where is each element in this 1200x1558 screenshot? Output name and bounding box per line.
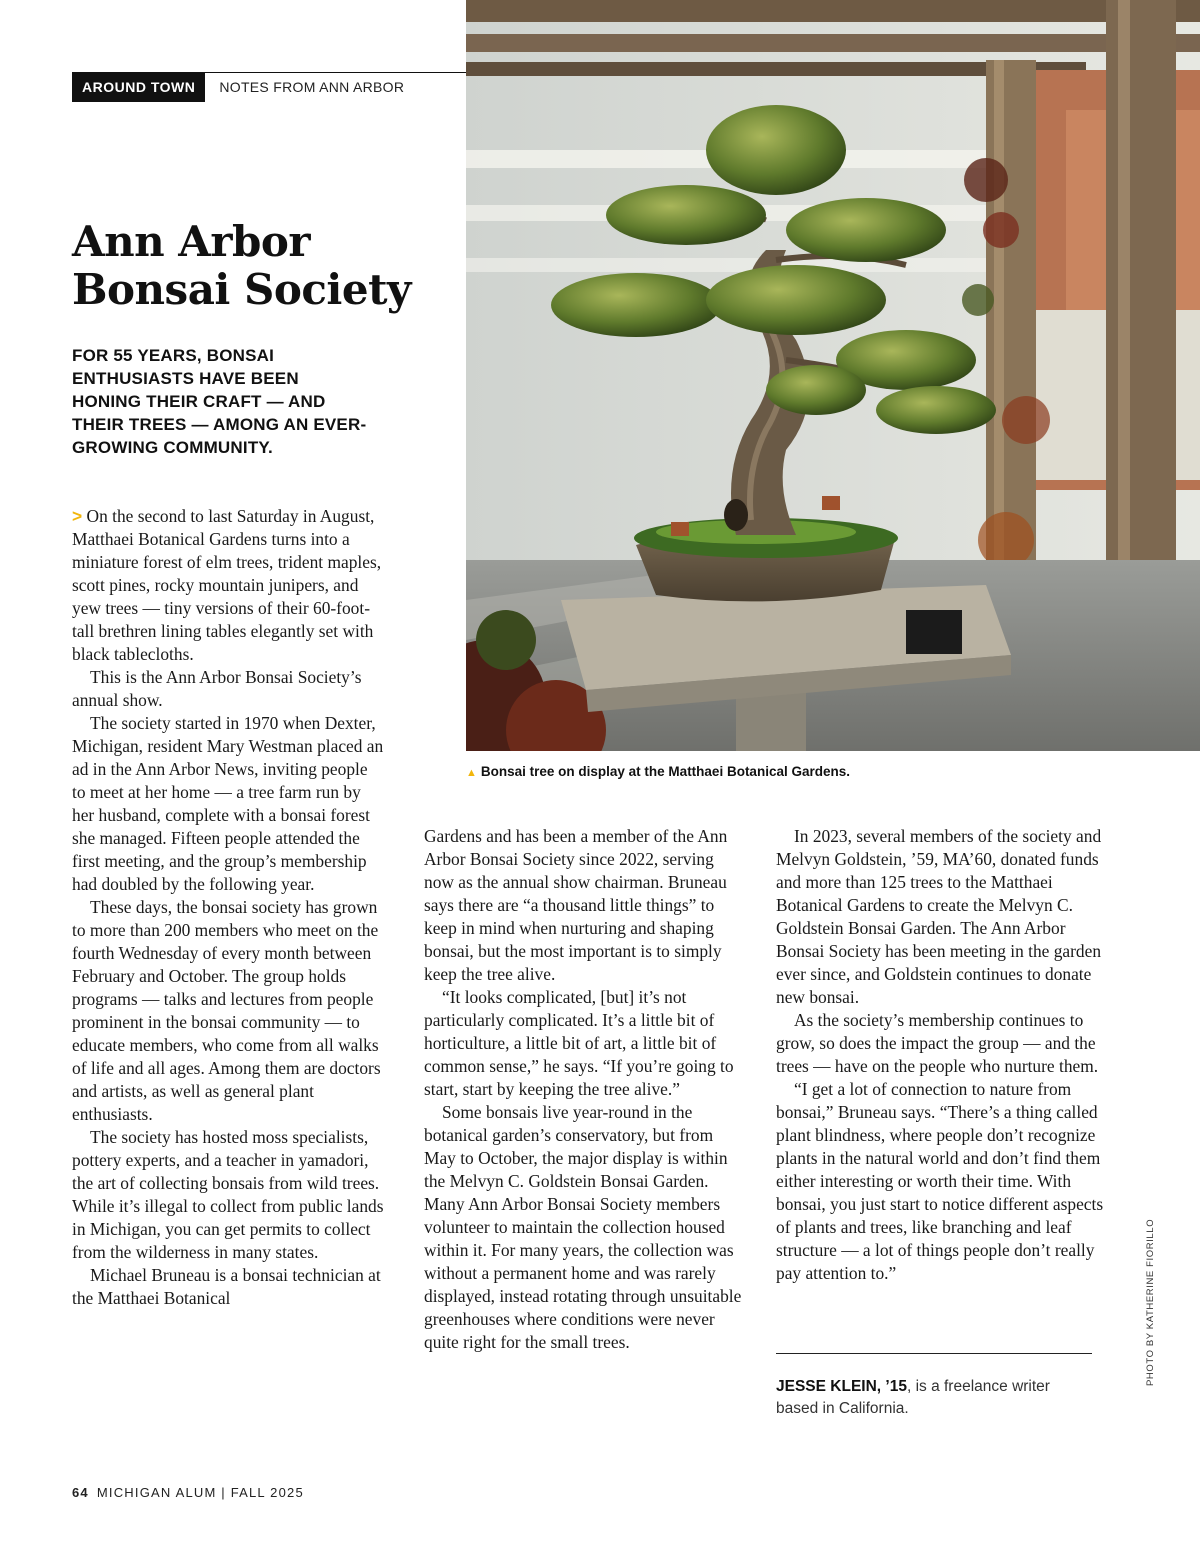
paragraph (72, 505, 384, 666)
caption-triangle-icon: ▲ (466, 767, 477, 779)
caption-text: Bonsai tree on display at the Matthaei Botanical Gardens. (480, 764, 850, 779)
paragraph: Michael Bruneau is a bonsai technician at the Matthaei Botanical (72, 1265, 381, 1308)
bonsai-photo (466, 0, 1200, 751)
section-tag (72, 72, 404, 102)
paragraph: “I get a lot of connection to nature from bonsai,” Bruneau says. “There’s a thing called plant blindness, where people don’t recognize plants in the natural world and don’t find them either interesting or worth their time. With bonsai, you just start to notice different aspects of plants and trees, like branching and leaf structure — a lot of things people don’t really pay attention to.” (776, 1079, 1104, 1283)
page-number: 64 (72, 1485, 89, 1500)
publication-name: MICHIGAN ALUM | FALL 2025 (96, 1485, 304, 1500)
bio-rule (776, 1353, 1092, 1354)
article-dek: FOR 55 YEARS, BONSAI ENTHUSIASTS HAVE BEEN HONING THEIR CRAFT — AND THEIR TREES — AMONG AN EVER-GROWING COMMUNITY. (72, 346, 367, 457)
author-bio (776, 1376, 1092, 1420)
photo-caption (466, 764, 850, 779)
article-title (72, 218, 452, 314)
subsection-label: NOTES FROM ANN ARBOR (219, 79, 405, 95)
paragraph: This is the Ann Arbor Bonsai Society’s annual show. (72, 667, 362, 710)
lead-marker: > (72, 506, 83, 526)
author-name: JESSE KLEIN, ’15 (776, 1378, 907, 1395)
paragraph: The society has hosted moss specialists, pottery experts, and a teacher in yamadori, the art of collecting bonsais from wild trees. While it’s illegal to collect from public lands in Michigan, you can get permits to collect from the wilderness in many states. (72, 1127, 384, 1262)
paragraph-text: On the second to last Saturday in August, Matthaei Botanical Gardens turns into a miniature forest of elm trees, trident maples, scott pines, rocky mountain junipers, and yew trees — tiny versions of their 60-foot-tall brethren lining tables elegantly set with black tablecloths. (72, 506, 382, 664)
author-bio-text: , is a freelance writer based in California. (776, 1378, 1050, 1417)
body-column-2 (424, 825, 742, 1354)
body-column-3 (776, 825, 1106, 1285)
section-label: AROUND TOWN (72, 72, 205, 102)
paragraph: “It looks complicated, [but] it’s not particularly complicated. It’s a little bit of horticulture, a little bit of art, a little bit of common sense,” he says. “If you’re going to start, start by keeping the tree alive.” (424, 987, 734, 1099)
body-column-1 (72, 505, 384, 1310)
title-line-1: Ann Arbor (72, 217, 311, 266)
photo-credit: PHOTO BY KATHERINE FIORILLO (1145, 1218, 1156, 1386)
paragraph: Gardens and has been a member of the Ann Arbor Bonsai Society since 2022, serving now as the annual show chairman. Bruneau says there are “a thousand little things” to keep in mind when nurturing and shaping bonsai, but the most important is to simply keep the tree alive. (424, 826, 728, 984)
page-footer (72, 1485, 304, 1500)
paragraph: Some bonsais live year-round in the botanical garden’s conservatory, but from May to October, the major display is within the Melvyn C. Goldstein Bonsai Garden. Many Ann Arbor Bonsai Society members volunteer to maintain the collection housed within it. For many years, the collection was without a permanent home and was rarely displayed, instead rotating through unsuitable greenhouses where conditions were never quite right for the small trees. (424, 1102, 742, 1352)
paragraph: The society started in 1970 when Dexter, Michigan, resident Mary Westman placed an ad in the Ann Arbor News, inviting people to meet at her home — a tree farm run by her husband, complete with a bonsai forest she managed. Fifteen people attended the first meeting, and the group’s membership had doubled by the following year. (72, 713, 384, 894)
paragraph: In 2023, several members of the society and Melvyn Goldstein, ’59, MA’60, donated funds and more than 125 trees to the Matthaei Botanical Gardens to create the Melvyn C. Goldstein Bonsai Garden. The Ann Arbor Bonsai Society has been meeting in the garden ever since, and Goldstein continues to donate new bonsai. (776, 826, 1102, 1007)
paragraph: These days, the bonsai society has grown to more than 200 members who meet on the fourth Wednesday of every month between February and October. The group holds programs — talks and lectures from people prominent in the bonsai community — to educate members, who come from all walks of life and all ages. Among them are doctors and artists, as well as general plant enthusiasts. (72, 897, 381, 1124)
title-line-2: Bonsai Society (72, 265, 411, 314)
paragraph: As the society’s membership continues to grow, so does the impact the group — and the trees — have on the people who nurture them. (776, 1010, 1099, 1076)
